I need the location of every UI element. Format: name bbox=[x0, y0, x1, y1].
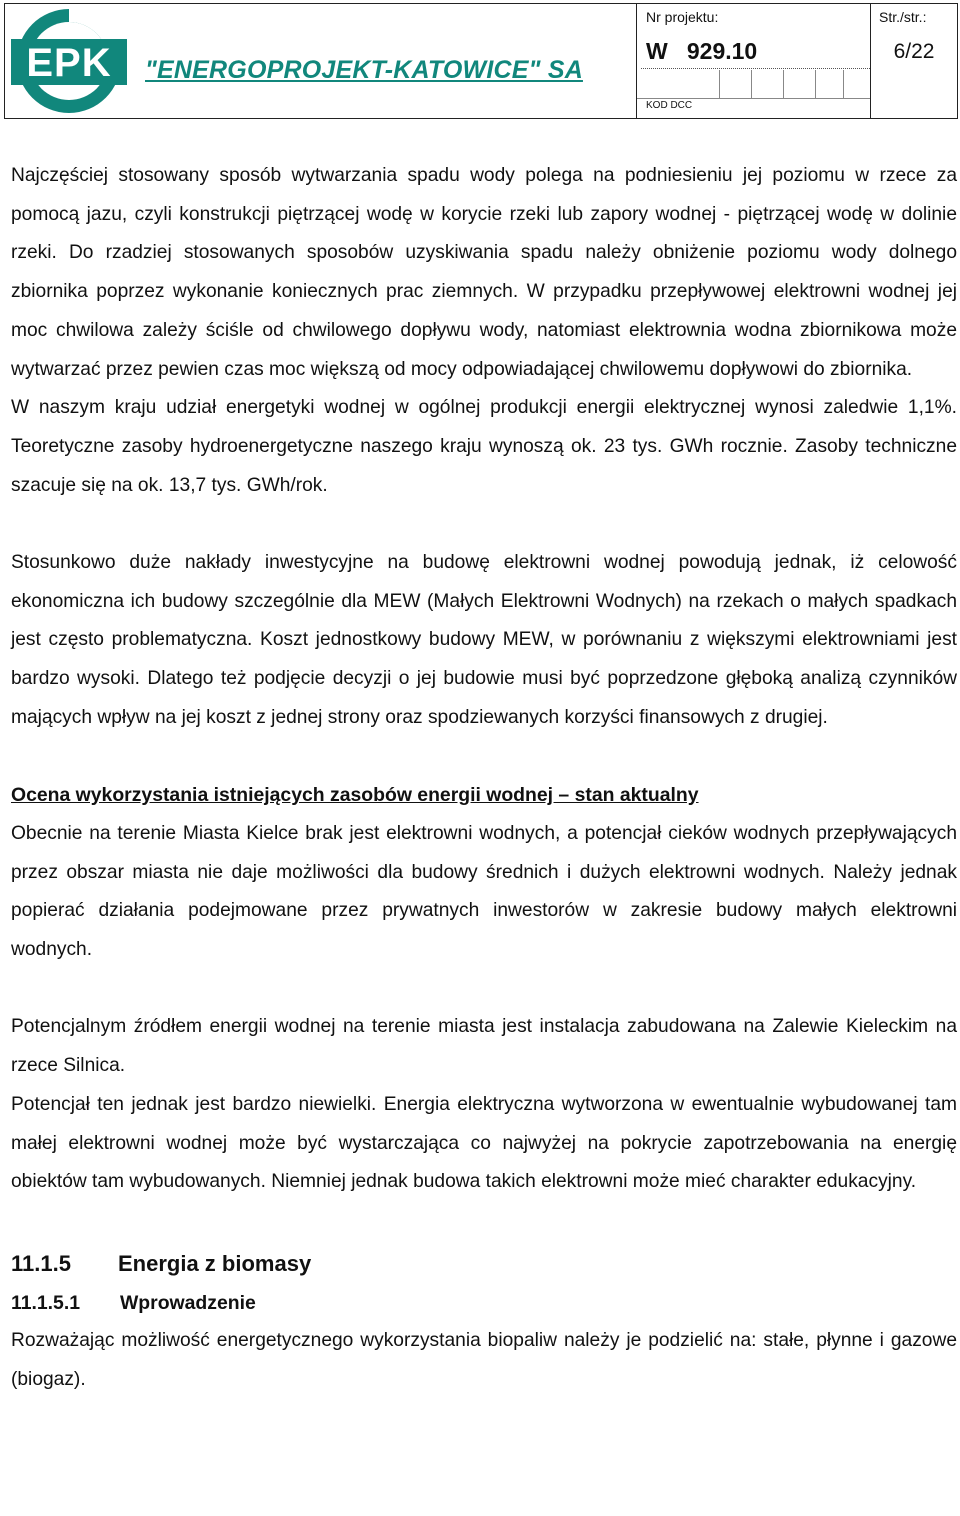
paragraph-udzial: W naszym kraju udział energetyki wodnej w ogólnej produkcji energii elektrycznej wynosi zaledwie 1,1%. Teoretyczne zasoby hydroenergetyczne naszego kraju wynoszą ok. 23 tys. GWh rocznie. Zasoby techniczne szacuje się na ok. 13,7 tys. GWh/rok. bbox=[11, 397, 957, 496]
project-label: Nr projektu: bbox=[646, 9, 719, 25]
section-number: 11.1.5 bbox=[11, 1250, 71, 1276]
project-number: W 929.10 bbox=[646, 38, 758, 64]
page-number: 6/22 bbox=[893, 40, 935, 63]
company-name: "ENERGOPROJEKT-KATOWICE" SA bbox=[145, 56, 583, 84]
page-label: Str./str.: bbox=[879, 9, 927, 25]
document-body bbox=[11, 157, 957, 1399]
paragraph-zalew: Potencjalnym źródłem energii wodnej na terenie miasta jest instalacja zabudowana na Zalewie Kieleckim na rzece Silnica. bbox=[11, 1016, 957, 1077]
paragraph-potencjal: Potencjał ten jednak jest bardzo niewielki. Energia elektryczna wytworzona w ewentualnie wybudowanej tam małej elektrowni wodnej może być wystarczająca co najwyżej na pokrycie zapotrzebowania na energię obiektów tam wybudowanych. Niemniej jednak budowa takich elektrowni może mieć charakter edukacyjny. bbox=[11, 1093, 957, 1193]
section-title: Energia z biomasy bbox=[118, 1250, 312, 1276]
kod-boxes bbox=[637, 70, 870, 98]
project-cell bbox=[637, 4, 871, 118]
paragraph-spad: Najczęściej stosowany sposób wytwarzania spadu wody polega na podniesieniu jej poziomu w rzece za pomocą jazu, czyli konstrukcji piętrzącej wodę w korycie rzeki lub zapory wodnej - piętrzącej wodę w dolinie rzeki. Do rzadziej stosowanych sposobów uzyskiwania spadu należy obniżenie poziomu wody dolnego zbiornika poprzez wykonanie koniecznych prac ziemnych. W przypadku przepływowej elektrowni wodnej jej moc chwilowa zależy ściśle od chwilowego dopływu wody, natomiast elektrownia wodna zbiornikowa może wytwarzać przez pewien czas moc większą od mocy odpowiadającej chwilowemu dopływowi do zbiornika. bbox=[11, 165, 957, 380]
document-header bbox=[4, 3, 958, 119]
kod-label: KOD DCC bbox=[646, 100, 693, 111]
paragraph-biopaliwa: Rozważając możliwość energetycznego wykorzystania biopaliw należy je podzielić na: stałe, płynne i gazowe (biogaz). bbox=[11, 1329, 957, 1390]
paragraph-naklady: Stosunkowo duże nakłady inwestycyjne na budowę elektrowni wodnej powodują jednak, iż celowość ekonomiczna ich budowy szczególnie dla MEW (Małych Elektrowni Wodnych) na rzekach o małych spadkach jest często problematyczna. Koszt jednostkowy budowy MEW, w porównaniu z większymi elektrowniami jest bardzo wysoki. Dlatego też podjęcie decyzji o jej budowie musi być poprzedzone głęboką analizą czynników mających wpływ na jej koszt z jednej strony oraz spodziewanych korzyści finansowych z drugiej. bbox=[11, 552, 957, 728]
page-cell bbox=[871, 4, 957, 118]
svg-text:EPK: EPK bbox=[26, 41, 112, 85]
heading-ocena: Ocena wykorzystania istniejących zasobów energii wodnej – stan aktualny bbox=[11, 784, 699, 807]
logo-cell bbox=[5, 4, 637, 118]
subsection-number: 11.1.5.1 bbox=[11, 1291, 81, 1314]
paragraph-kielce: Obecnie na terenie Miasta Kielce brak jest elektrowni wodnych, a potencjał cieków wodnych przepływających przez obszar miasta nie daje możliwości dla budowy średnich i dużych elektrowni wodnych. Należy jednak popierać działania podejmowane przez prywatnych inwestorów w zakresie budowy małych elektrowni wodnych. bbox=[11, 822, 957, 961]
epk-logo bbox=[11, 6, 127, 116]
section-heading bbox=[11, 1244, 957, 1284]
subsection-heading bbox=[11, 1284, 957, 1322]
kod-divider bbox=[637, 98, 870, 99]
subsection-title: Wprowadzenie bbox=[120, 1291, 256, 1314]
dotted-divider bbox=[641, 68, 870, 69]
